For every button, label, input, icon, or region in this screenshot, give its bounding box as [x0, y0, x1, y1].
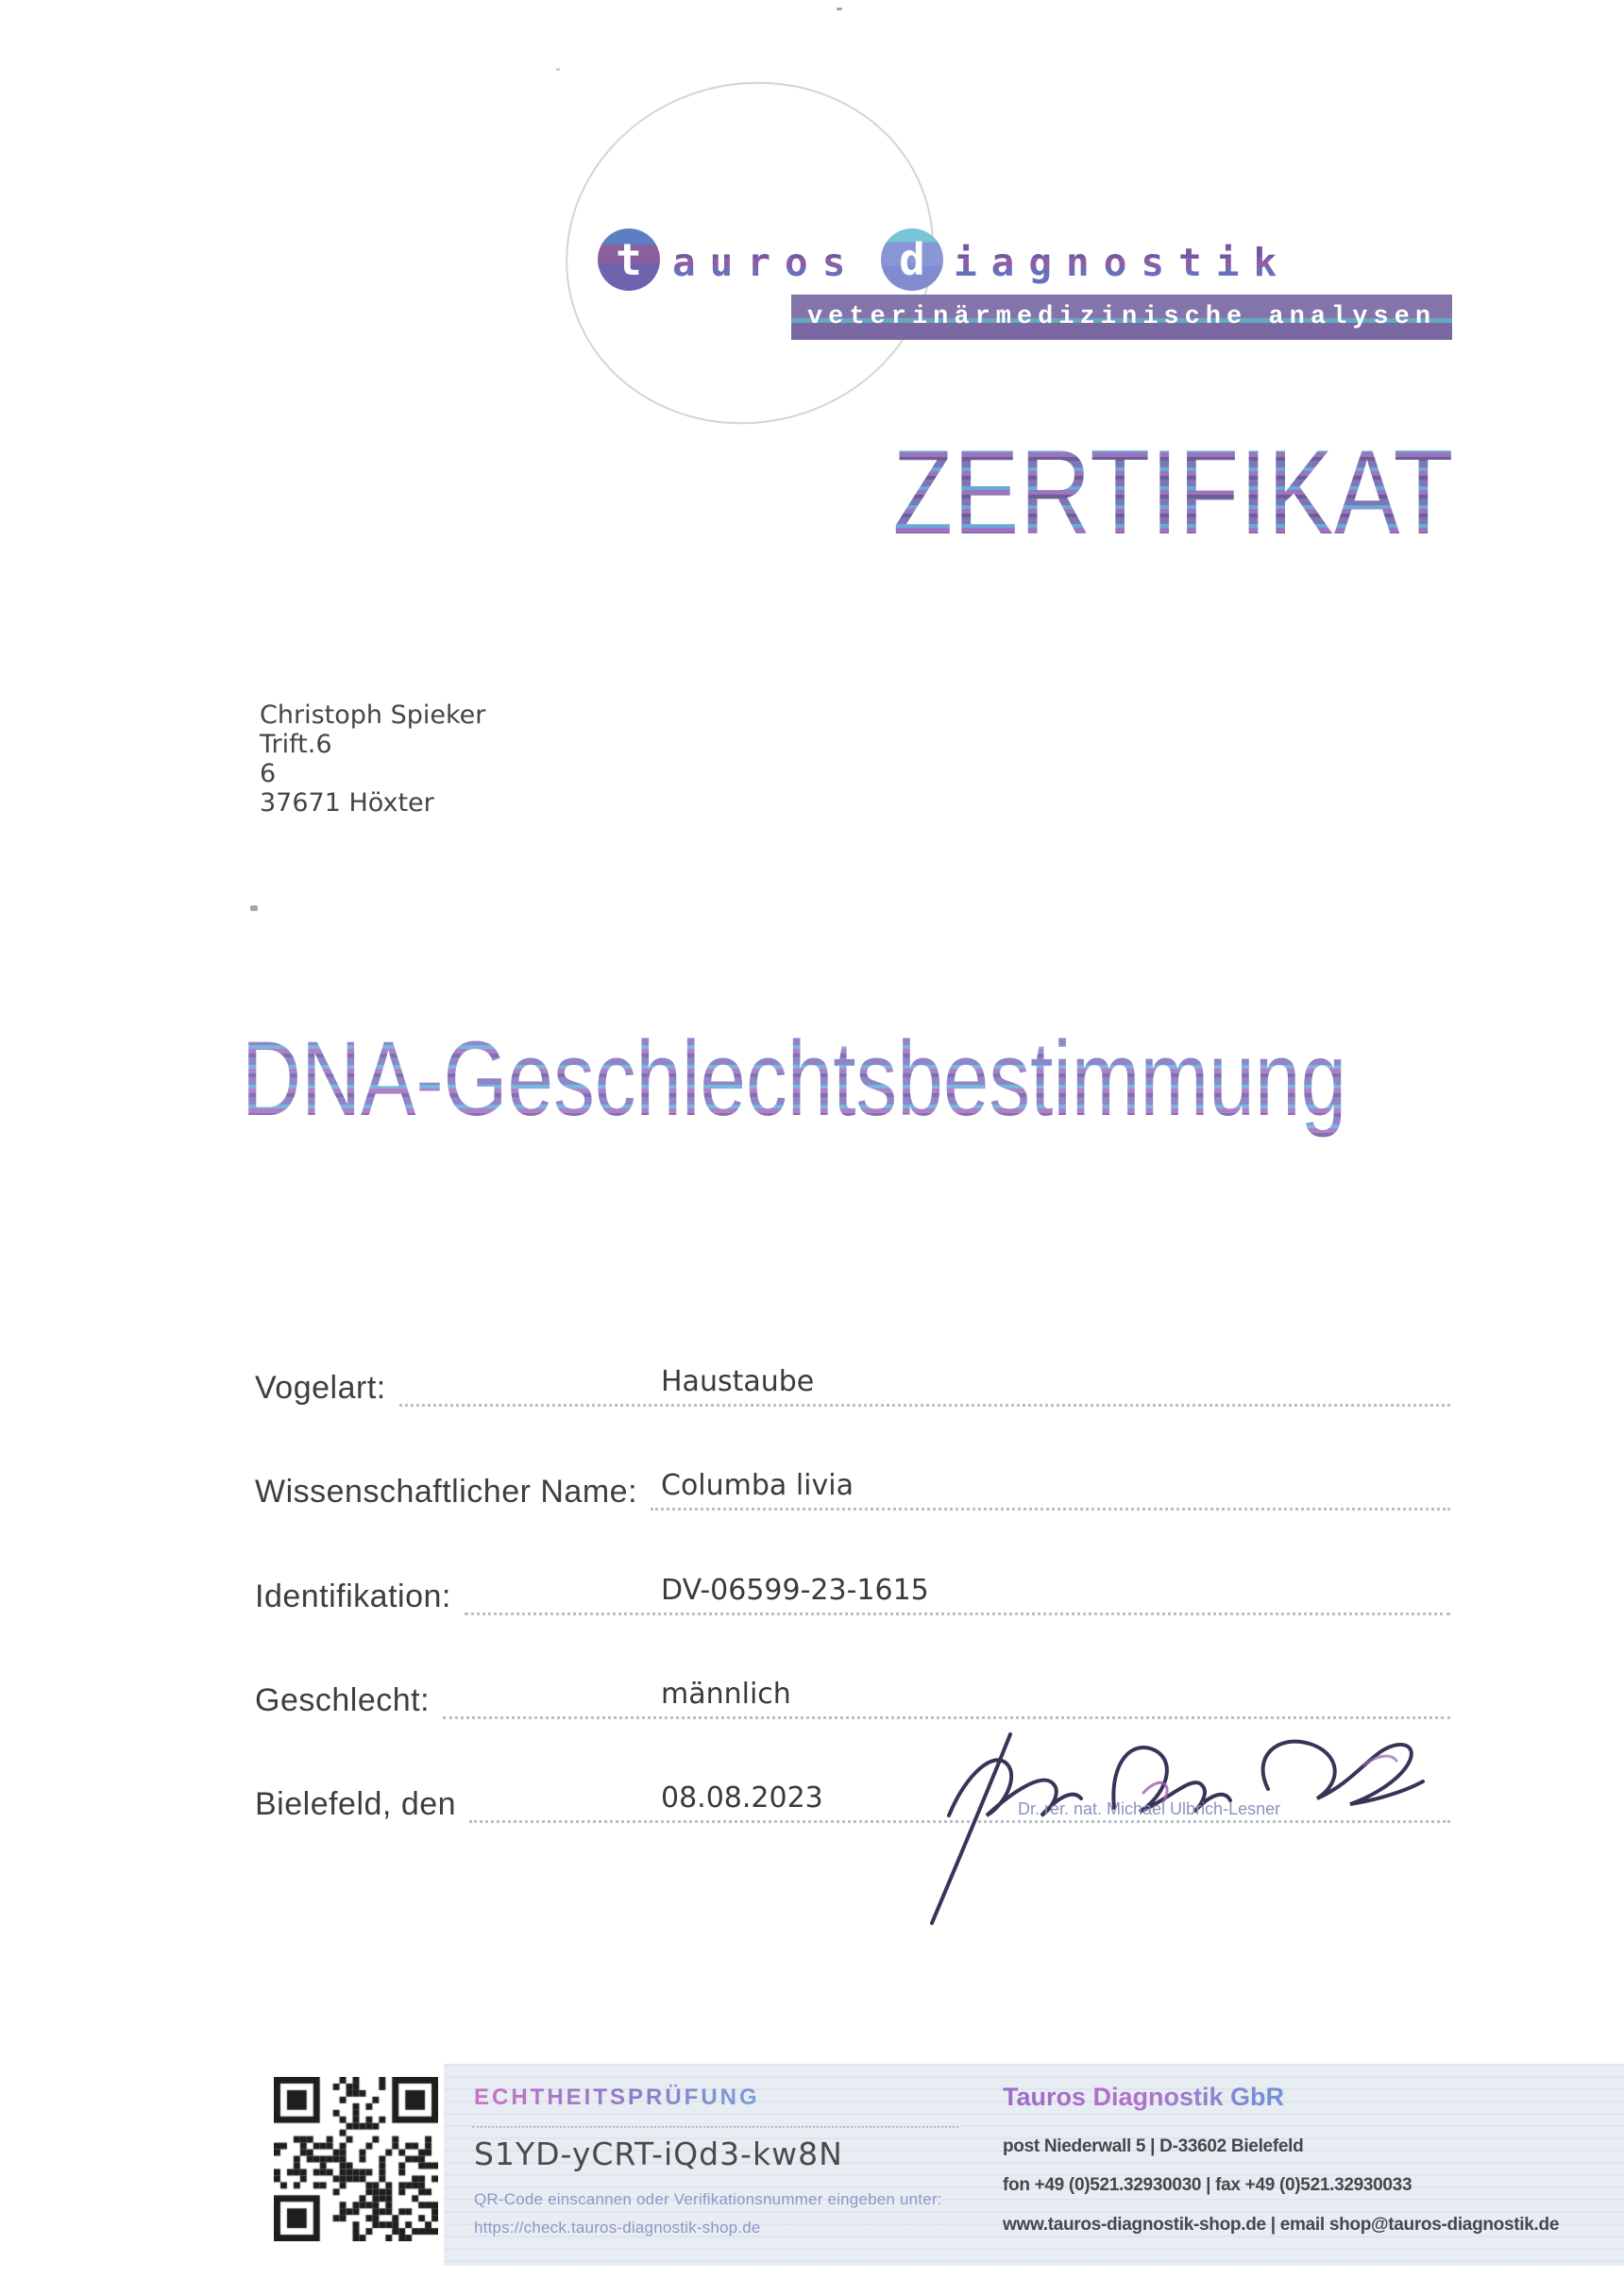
verification-instruction: QR-Code einscannen oder Verifikationsnummer eingeben unter: [474, 2190, 942, 2208]
field-value: Haustaube [661, 1365, 815, 1398]
logo-t-letter: t [616, 234, 642, 285]
recipient-number: 6 [260, 759, 277, 788]
recipient-city: 37671 Höxter [260, 788, 434, 818]
scan-speck [837, 8, 842, 10]
logo-word-tauros: auros [672, 240, 860, 285]
dotted-line [399, 1358, 1450, 1407]
certificate-heading: ZERTIFIKAT [892, 425, 1454, 559]
logo-t-circle [598, 228, 660, 291]
dotted-separator [472, 2126, 958, 2128]
field-label: Identifikation: [255, 1578, 451, 1614]
scan-speck [556, 68, 560, 71]
recipient-street: Trift.6 [260, 730, 332, 759]
verification-code: S1YD-yCRT-iQd3-kw8N [474, 2136, 843, 2172]
signatory-name: Dr. rer. nat. Michael Ulbrich-Lesner [1018, 1799, 1281, 1818]
logo-d-letter: d [899, 234, 925, 285]
scan-speck [250, 905, 258, 911]
field-row-identifikation [255, 1566, 1450, 1615]
field-label: Bielefeld, den [255, 1786, 457, 1822]
verification-url: https://check.tauros-diagnostik-shop.de [474, 2219, 761, 2237]
logo-word-diagnostik: iagnostik [954, 240, 1292, 285]
field-row-vogelart [255, 1358, 1450, 1407]
recipient-name: Christoph Spieker [260, 701, 486, 730]
document-title: DNA-Geschlechtsbestimmung [242, 1020, 1347, 1138]
company-web: www.tauros-diagnostik-shop.de | email shop@tauros-diagnostik.de [1003, 2215, 1560, 2235]
company-name: Tauros Diagnostik GbR [1003, 2083, 1285, 2111]
dotted-line [465, 1566, 1450, 1615]
logo-banner: veterinärmedizinische analysen [791, 295, 1452, 340]
qr-code-icon [274, 2077, 438, 2241]
verification-heading: ECHTHEITSPRÜFUNG [474, 2085, 760, 2110]
field-label: Geschlecht: [255, 1682, 431, 1718]
field-value: männlich [661, 1678, 791, 1711]
field-label: Wissenschaftlicher Name: [255, 1474, 638, 1510]
field-label: Vogelart: [255, 1370, 386, 1406]
field-value: Columba livia [661, 1469, 854, 1502]
field-row-wissenschaftlicher-name [255, 1461, 1450, 1511]
field-value: DV-06599-23-1615 [661, 1574, 929, 1607]
company-address: post Niederwall 5 | D-33602 Bielefeld [1003, 2136, 1304, 2156]
field-value: 08.08.2023 [661, 1781, 823, 1815]
recipient-address [260, 701, 485, 818]
logo-d-circle [881, 228, 943, 291]
company-phone: fon +49 (0)521.32930030 | fax +49 (0)521.32930033 [1003, 2175, 1413, 2195]
